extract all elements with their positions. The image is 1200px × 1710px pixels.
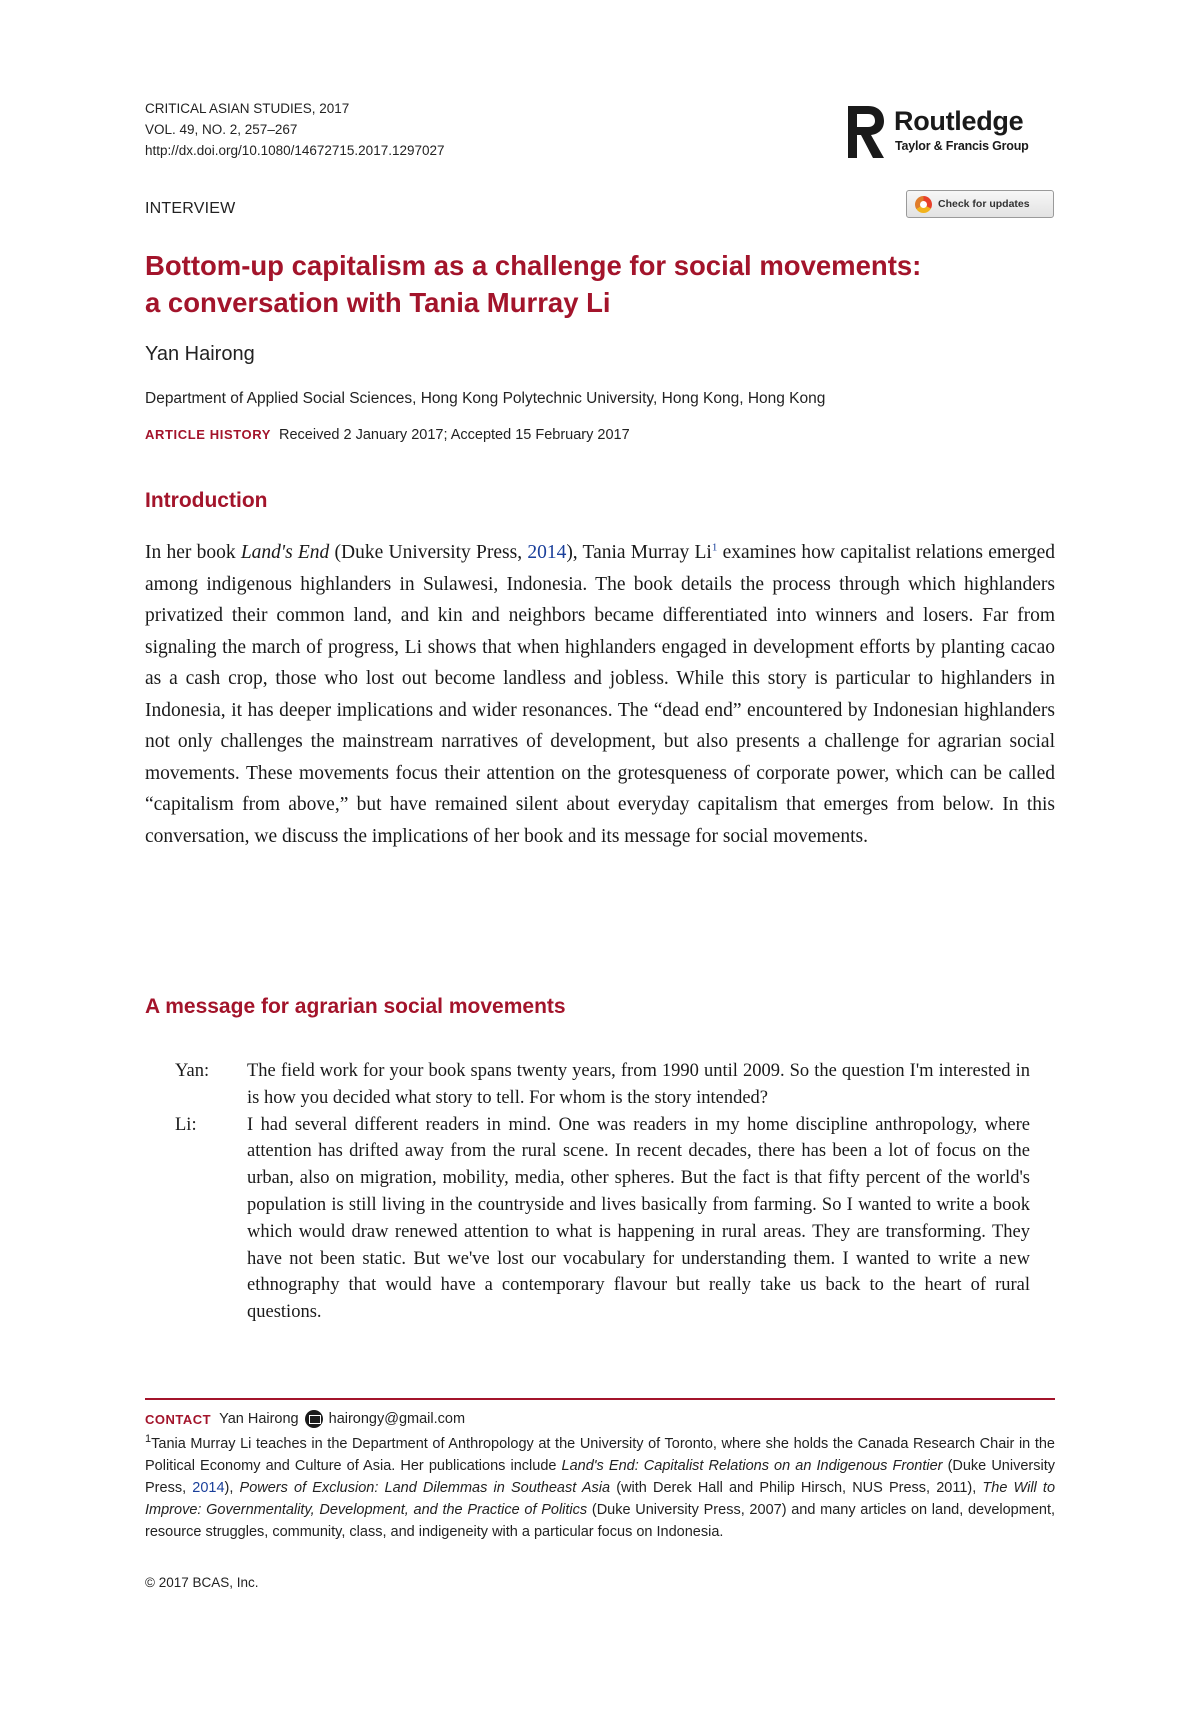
footnote-1	[145, 1433, 1055, 1543]
contact-label: CONTACT	[145, 1411, 212, 1427]
doi-link[interactable]: http://dx.doi.org/10.1080/14672715.2017.1297027	[145, 143, 445, 158]
footnote-text: (with Derek Hall and Philip Hirsch, NUS Press, 2011),	[610, 1480, 983, 1496]
footnote-marker[interactable]: 1	[711, 541, 718, 554]
routledge-r-icon	[846, 104, 886, 160]
footnote-number: 1	[145, 1433, 152, 1446]
journal-volume: VOL. 49, NO. 2, 257–267	[145, 122, 298, 137]
speaker-label: Li:	[175, 1114, 197, 1135]
title-line-2: a conversation with Tania Murray Li	[145, 287, 611, 318]
footer-divider	[145, 1398, 1055, 1400]
logo-publisher-name: Routledge	[894, 106, 1024, 136]
article-history	[145, 427, 630, 443]
dialogue-turn	[175, 1058, 1030, 1112]
footnote-text: (Duke University Press,	[145, 1458, 1055, 1496]
copyright-notice: © 2017 BCAS, Inc.	[145, 1575, 259, 1590]
footnote-book-title: Land's End: Capitalist Relations on an Indigenous Frontier	[561, 1458, 943, 1474]
check-for-updates-label: Check for updates	[938, 198, 1030, 210]
author-name: Yan Hairong	[145, 343, 255, 365]
article-history-label: ARTICLE HISTORY	[145, 427, 272, 442]
article-title	[145, 247, 1075, 321]
article-type: INTERVIEW	[145, 200, 236, 217]
contact-email[interactable]: hairongy@gmail.com	[328, 1411, 466, 1427]
intro-book-title: Land's End	[240, 542, 330, 563]
contact-name: Yan Hairong	[219, 1411, 299, 1427]
intro-text-1: In her book	[145, 542, 241, 563]
author-affiliation: Department of Applied Social Sciences, Hong Kong Polytechnic University, Hong Kong, Hong Kong	[145, 390, 826, 407]
dialogue-turn	[175, 1112, 1030, 1326]
logo-group-name: Taylor & Francis Group	[895, 139, 1029, 153]
routledge-logo	[846, 104, 1056, 160]
section-heading-introduction: Introduction	[145, 489, 268, 512]
intro-text-3: ), Tania Murray Li	[566, 542, 712, 563]
footnote-book-title: Powers of Exclusion: Land Dilemmas in Southeast Asia	[239, 1480, 611, 1496]
crossmark-icon	[915, 196, 932, 213]
footnote-text: (Duke University Press, 2007) and many articles on land, development, resource struggles, community, class, and indigeneity with a particular focus on Indonesia.	[145, 1502, 1056, 1540]
section-heading-agrarian-movements: A message for agrarian social movements	[145, 995, 566, 1018]
intro-paragraph	[145, 537, 1055, 852]
speech-text: I had several different readers in mind. One was readers in my home discipline anthropology, where attention has drifted away from the rural scene. In recent decades, there has been a lot of focus on the urban, also on migration, mobility, media, other spheres. But the fact is that fifty percent of the world's population is still living in the countryside and lives basically from farming. So I wanted to write a book which would draw renewed attention to what is happening in rural areas. They are transforming. They have not been static. But we've lost our vocabulary for understanding them. I wanted to write a new ethnography that would have a contemporary flavour but really take us back to the heart of rural questions.	[247, 1114, 1030, 1323]
footnote-text: ),	[224, 1480, 240, 1496]
interview-dialogue	[175, 1058, 1030, 1326]
title-line-1: Bottom-up capitalism as a challenge for social movements:	[145, 250, 922, 281]
contact-line	[145, 1410, 465, 1428]
journal-header	[145, 98, 445, 161]
journal-name: CRITICAL ASIAN STUDIES, 2017	[145, 101, 350, 116]
intro-text-4: examines how capitalist relations emerged among indigenous highlanders in Sulawesi, Indonesia. The book details the process through which highlanders privatized their common land, and kin and neighbors became differentiated into winners and losers. Far from signaling the march of progress, Li shows that when highlanders engaged in development efforts by planting cacao as a cash crop, those who lost out become landless and jobless. While this story is particular to highlanders in Indonesia, it has deeper implications and wider resonances. The “dead end” encountered by Indonesian highlanders not only challenges the mainstream narratives of development, but also presents a challenge for agrarian social movements. These movements focus their attention on the grotesqueness of corporate power, which can be called “capitalism from above,” but have remained silent about everyday capitalism that emerges from below. In this conversation, we discuss the implications of her book and its message for social movements.	[145, 542, 1055, 847]
intro-text-2: (Duke University Press,	[329, 542, 528, 563]
article-history-dates: Received 2 January 2017; Accepted 15 February 2017	[279, 427, 630, 443]
footnote-book-title: The Will to Improve: Governmentality, Development, and the Practice of Politics	[145, 1480, 1056, 1518]
speaker-label: Yan:	[175, 1061, 210, 1081]
footnote-text: Tania Murray Li teaches in the Department of Anthropology at the University of Toronto, where she holds the Canada Research Chair in the Political Economy and Culture of Asia. Her publications include	[145, 1436, 1055, 1474]
email-icon	[305, 1410, 323, 1428]
citation-link[interactable]: 2014	[192, 1480, 225, 1496]
speech-text: The field work for your book spans twenty years, from 1990 until 2009. So the question I'm interested in is how you decided what story to tell. For whom is the story intended?	[247, 1061, 1030, 1108]
citation-link[interactable]: 2014	[527, 542, 567, 563]
check-for-updates-button[interactable]	[906, 190, 1054, 218]
